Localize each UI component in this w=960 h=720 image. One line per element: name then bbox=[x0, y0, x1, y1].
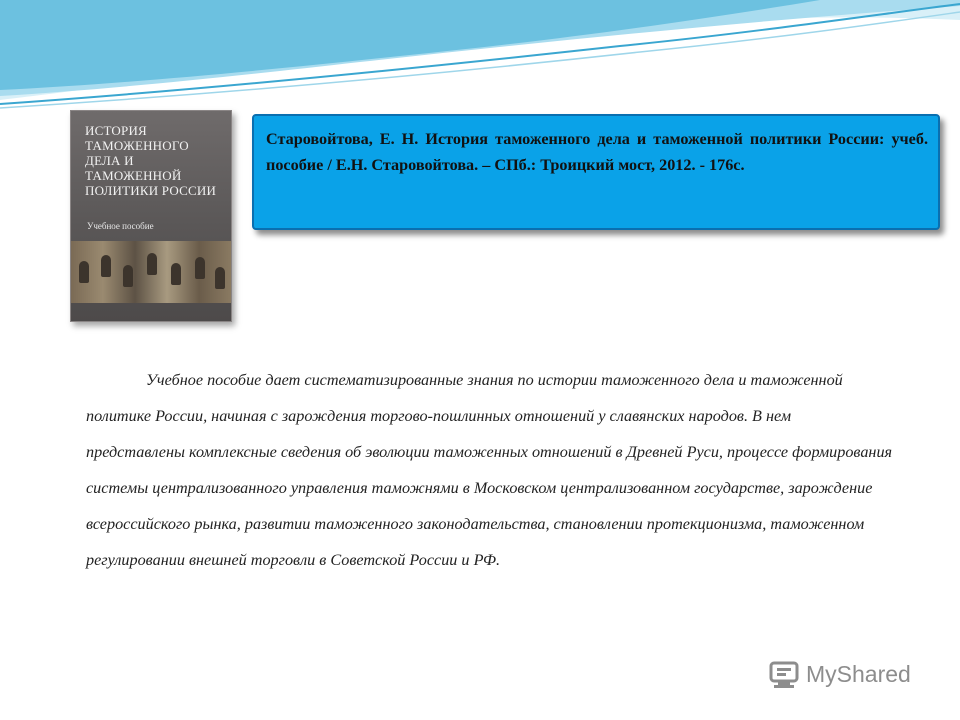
wave-front bbox=[0, 0, 820, 90]
book-cover-image bbox=[70, 110, 232, 322]
bibliographic-reference: Старовойтова, Е. Н. История таможенного дела и таможенной политики России: учеб. пособие / Е.Н. Старовойтова. – СПб.: Троицкий мост, 2012. - 176с. bbox=[266, 130, 928, 174]
watermark-text: MyShared bbox=[806, 660, 911, 687]
watermark bbox=[768, 656, 911, 692]
book-cover-subtitle: Учебное пособие bbox=[87, 221, 154, 231]
header-waves bbox=[0, 0, 960, 120]
mouse-icon bbox=[768, 657, 802, 691]
book-cover-title: ИСТОРИЯ ТАМОЖЕННОГО ДЕЛА И ТАМОЖЕННОЙ ПОЛИТИКИ РОССИИ bbox=[85, 123, 217, 198]
book-description: Учебное пособие дает систематизированные знания по истории таможенного дела и таможенной политике России, начиная с зарождения торгово-пошлинных отношений у славянских народов. В нем представлены комплексные сведения об эволюции таможенных отношений в Древней Руси, процессе формирования системы централизованного управления таможнями в Московском централизованном государстве, зарождение всероссийского рынка, развитии таможенного законодательства, становлении протекционизма, таможенном регулировании внешней торговли в Советской России и РФ. bbox=[86, 371, 893, 569]
book-cover-illustration bbox=[71, 241, 231, 303]
reference-box bbox=[252, 114, 940, 230]
